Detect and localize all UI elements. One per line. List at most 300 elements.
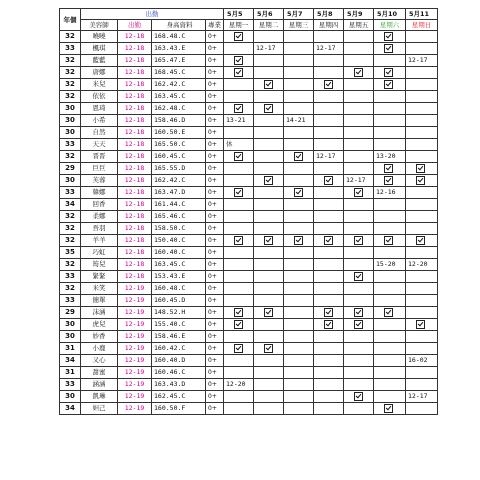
checkbox-checked-icon [354, 68, 363, 77]
day-date-header: 5月5 [224, 9, 254, 20]
name-header: 美容師 [81, 20, 118, 31]
schedule-cell [254, 271, 284, 283]
schedule-cell [314, 283, 344, 295]
schedule-cell [406, 295, 438, 307]
schedule-cell [344, 31, 374, 43]
date-cell: 12-18 [118, 55, 152, 67]
schedule-cell [224, 355, 254, 367]
name-cell: 沫涵 [81, 307, 118, 319]
schedule-cell [314, 127, 344, 139]
schedule-check-cell [314, 175, 344, 187]
name-cell: 芙蓉 [81, 175, 118, 187]
schedule-cell [224, 403, 254, 415]
data-cell: 163.43.E [152, 43, 206, 55]
schedule-cell [374, 103, 406, 115]
checkbox-checked-icon [234, 188, 243, 197]
data-cell: 163.45.C [152, 259, 206, 271]
checkbox-checked-icon [354, 308, 363, 317]
schedule-cell [254, 247, 284, 259]
schedule-cell: 12-17 [314, 43, 344, 55]
schedule-check-cell [254, 307, 284, 319]
age-cell: 33 [60, 271, 81, 283]
name-cell: 涵涵 [81, 379, 118, 391]
schedule-cell [374, 211, 406, 223]
schedule-cell [224, 283, 254, 295]
job-cell: 0+ [206, 283, 224, 295]
job-cell: 0+ [206, 55, 224, 67]
weekday-header: 星期四 [314, 20, 344, 31]
name-cell: 巧虹 [81, 247, 118, 259]
age-cell: 32 [60, 91, 81, 103]
data-cell: 158.46.E [152, 331, 206, 343]
date-cell: 12-18 [118, 163, 152, 175]
schedule-cell [284, 259, 314, 271]
schedule-check-cell [224, 55, 254, 67]
checkbox-checked-icon [234, 104, 243, 113]
schedule-cell [406, 199, 438, 211]
table-row [60, 103, 438, 115]
job-cell: 0+ [206, 151, 224, 163]
schedule-cell [224, 43, 254, 55]
date-cell: 12-19 [118, 319, 152, 331]
date-cell: 12-19 [118, 283, 152, 295]
weekday-header: 星期五 [344, 20, 374, 31]
schedule-cell [224, 211, 254, 223]
schedule-cell [284, 127, 314, 139]
schedule-cell [314, 355, 344, 367]
age-cell: 30 [60, 319, 81, 331]
schedule-cell [224, 259, 254, 271]
schedule-check-cell [374, 79, 406, 91]
schedule-cell [284, 307, 314, 319]
schedule-cell [374, 367, 406, 379]
age-cell: 30 [60, 127, 81, 139]
schedule-cell [344, 247, 374, 259]
checkbox-checked-icon [264, 236, 273, 245]
schedule-cell [284, 391, 314, 403]
schedule-cell [254, 91, 284, 103]
schedule-cell [284, 223, 314, 235]
schedule-cell [406, 91, 438, 103]
schedule-cell [374, 247, 406, 259]
age-cell: 32 [60, 259, 81, 271]
job-cell: 0+ [206, 235, 224, 247]
name-cell: 米笑 [81, 283, 118, 295]
table-row [60, 55, 438, 67]
schedule-check-cell [344, 67, 374, 79]
schedule-cell [344, 139, 374, 151]
name-cell: 甜蜜 [81, 367, 118, 379]
schedule-cell [406, 247, 438, 259]
schedule-check-cell [344, 187, 374, 199]
data-cell: 148.52.H [152, 307, 206, 319]
date-cell: 12-18 [118, 91, 152, 103]
table-row [60, 127, 438, 139]
table-row [60, 355, 438, 367]
schedule-cell [406, 67, 438, 79]
data-cell: 158.46.D [152, 115, 206, 127]
name-cell: 吾羽 [81, 223, 118, 235]
date-cell: 12-18 [118, 115, 152, 127]
data-cell: 165.46.C [152, 211, 206, 223]
schedule-cell [344, 283, 374, 295]
data-cell: 162.42.C [152, 79, 206, 91]
schedule-cell [284, 295, 314, 307]
day-date-header: 5月6 [254, 9, 284, 20]
schedule-cell [344, 103, 374, 115]
schedule-cell [254, 295, 284, 307]
checkbox-checked-icon [234, 308, 243, 317]
table-row [60, 343, 438, 355]
schedule-cell [224, 391, 254, 403]
schedule-cell [254, 367, 284, 379]
checkbox-checked-icon [324, 308, 333, 317]
schedule-cell [224, 367, 254, 379]
checkbox-checked-icon [384, 68, 393, 77]
schedule-cell [284, 55, 314, 67]
schedule-cell [314, 343, 344, 355]
job-cell: 0+ [206, 295, 224, 307]
schedule-sheet [59, 8, 437, 478]
job-cell: 0+ [206, 31, 224, 43]
job-cell: 0+ [206, 199, 224, 211]
job-cell: 0+ [206, 355, 224, 367]
schedule-body [60, 9, 438, 415]
schedule-cell [344, 79, 374, 91]
date-cell: 12-18 [118, 151, 152, 163]
schedule-cell [284, 43, 314, 55]
schedule-cell [374, 283, 406, 295]
schedule-cell: 12-17 [344, 175, 374, 187]
job-cell: 0+ [206, 367, 224, 379]
schedule-cell: 14-21 [284, 115, 314, 127]
name-cell: 又心 [81, 355, 118, 367]
schedule-cell [406, 211, 438, 223]
name-cell: 晋晋 [81, 151, 118, 163]
schedule-cell [284, 199, 314, 211]
schedule-cell [344, 259, 374, 271]
checkbox-checked-icon [234, 344, 243, 353]
table-row [60, 211, 438, 223]
schedule-cell [224, 199, 254, 211]
schedule-check-cell [374, 235, 406, 247]
table-row [60, 307, 438, 319]
day-date-header: 5月11 [406, 9, 438, 20]
date-cell: 12-19 [118, 367, 152, 379]
name-cell: 韓娜 [81, 187, 118, 199]
schedule-cell [374, 355, 406, 367]
job-cell: 0+ [206, 379, 224, 391]
schedule-cell [284, 103, 314, 115]
checkbox-checked-icon [384, 236, 393, 245]
job-cell: 0+ [206, 319, 224, 331]
schedule-check-cell [224, 67, 254, 79]
schedule-cell [284, 139, 314, 151]
schedule-cell [406, 271, 438, 283]
checkbox-checked-icon [416, 320, 425, 329]
table-row [60, 283, 438, 295]
table-row [60, 199, 438, 211]
schedule-check-cell [224, 151, 254, 163]
job-cell: 0+ [206, 223, 224, 235]
table-row [60, 43, 438, 55]
schedule-check-cell [224, 319, 254, 331]
schedule-check-cell [224, 103, 254, 115]
schedule-cell [254, 187, 284, 199]
schedule-cell [284, 343, 314, 355]
schedule-cell [406, 343, 438, 355]
schedule-cell [224, 271, 254, 283]
data-cell: 160.50.E [152, 127, 206, 139]
age-cell: 32 [60, 31, 81, 43]
schedule-check-cell [374, 67, 406, 79]
date-cell: 12-19 [118, 295, 152, 307]
table-row [60, 295, 438, 307]
schedule-check-cell [374, 403, 406, 415]
schedule-cell [406, 31, 438, 43]
age-cell: 29 [60, 307, 81, 319]
name-cell: 小希 [81, 115, 118, 127]
name-cell: 筠兒 [81, 259, 118, 271]
schedule-cell [284, 379, 314, 391]
schedule-cell [254, 319, 284, 331]
header-row-1 [60, 9, 438, 20]
date-cell: 12-19 [118, 355, 152, 367]
date-cell: 12-18 [118, 67, 152, 79]
weekday-header: 星期三 [284, 20, 314, 31]
schedule-cell [314, 163, 344, 175]
age-cell: 34 [60, 355, 81, 367]
schedule-cell [374, 271, 406, 283]
table-row [60, 79, 438, 91]
schedule-cell [254, 67, 284, 79]
schedule-cell [374, 379, 406, 391]
checkbox-checked-icon [384, 80, 393, 89]
name-cell: 柔娜 [81, 211, 118, 223]
age-cell: 30 [60, 103, 81, 115]
job-cell: 0+ [206, 43, 224, 55]
schedule-table [59, 8, 438, 415]
data-cell: 153.43.E [152, 271, 206, 283]
data-cell: 150.40.C [152, 235, 206, 247]
schedule-cell [224, 163, 254, 175]
date-cell: 12-18 [118, 247, 152, 259]
schedule-cell: 15-20 [374, 259, 406, 271]
data-cell: 163.47.D [152, 187, 206, 199]
date-cell: 12-18 [118, 139, 152, 151]
age-cell: 32 [60, 67, 81, 79]
schedule-cell [406, 115, 438, 127]
schedule-cell [314, 67, 344, 79]
date-cell: 12-18 [118, 79, 152, 91]
schedule-check-cell [374, 307, 406, 319]
date-sub-header: 出勤 [118, 20, 152, 31]
schedule-cell [224, 91, 254, 103]
schedule-cell: 12-16 [374, 187, 406, 199]
schedule-cell [344, 211, 374, 223]
schedule-check-cell [224, 235, 254, 247]
checkbox-checked-icon [234, 236, 243, 245]
name-cell: 羊羊 [81, 235, 118, 247]
schedule-cell [374, 343, 406, 355]
schedule-cell [284, 163, 314, 175]
job-cell: 0+ [206, 91, 224, 103]
date-cell: 12-18 [118, 31, 152, 43]
header-row-2 [60, 20, 438, 31]
checkbox-checked-icon [384, 404, 393, 413]
schedule-cell [406, 331, 438, 343]
name-cell: 簡單 [81, 295, 118, 307]
data-cell: 160.50.F [152, 403, 206, 415]
table-row [60, 151, 438, 163]
schedule-cell [314, 31, 344, 43]
schedule-check-cell [254, 103, 284, 115]
job-cell: 0+ [206, 103, 224, 115]
checkbox-checked-icon [384, 44, 393, 53]
table-row [60, 223, 438, 235]
age-cell: 33 [60, 43, 81, 55]
schedule-cell [374, 295, 406, 307]
schedule-cell [284, 211, 314, 223]
age-cell: 32 [60, 283, 81, 295]
checkbox-checked-icon [234, 32, 243, 41]
date-cell: 12-18 [118, 271, 152, 283]
name-cell: 米兒 [81, 79, 118, 91]
schedule-check-cell [314, 79, 344, 91]
schedule-cell [344, 43, 374, 55]
schedule-cell [314, 247, 344, 259]
schedule-cell [254, 355, 284, 367]
schedule-check-cell [344, 307, 374, 319]
data-cell: 168.45.C [152, 67, 206, 79]
name-cell: 曉曉 [81, 31, 118, 43]
schedule-check-cell [284, 235, 314, 247]
table-row [60, 331, 438, 343]
schedule-check-cell [254, 235, 284, 247]
name-cell: 楓琪 [81, 43, 118, 55]
schedule-cell [284, 283, 314, 295]
checkbox-checked-icon [384, 32, 393, 41]
weekday-header: 星期一 [224, 20, 254, 31]
job-cell: 0+ [206, 187, 224, 199]
schedule-check-cell [224, 307, 254, 319]
checkbox-checked-icon [264, 308, 273, 317]
name-cell: 妲己 [81, 403, 118, 415]
age-cell: 34 [60, 199, 81, 211]
schedule-cell [314, 403, 344, 415]
schedule-cell [284, 175, 314, 187]
schedule-check-cell [224, 343, 254, 355]
data-cell: 160.40.D [152, 355, 206, 367]
checkbox-checked-icon [264, 104, 273, 113]
schedule-cell [374, 223, 406, 235]
checkbox-checked-icon [264, 344, 273, 353]
schedule-check-cell [344, 271, 374, 283]
job-cell: 0+ [206, 67, 224, 79]
schedule-cell [406, 139, 438, 151]
date-cell: 12-19 [118, 379, 152, 391]
job-cell: 0+ [206, 343, 224, 355]
age-cell: 30 [60, 175, 81, 187]
checkbox-checked-icon [384, 164, 393, 173]
name-cell: 自然 [81, 127, 118, 139]
schedule-cell [374, 127, 406, 139]
job-cell: 0+ [206, 307, 224, 319]
schedule-cell [224, 223, 254, 235]
schedule-cell [254, 163, 284, 175]
schedule-cell [314, 211, 344, 223]
name-cell: 緊緊 [81, 271, 118, 283]
schedule-cell [406, 379, 438, 391]
schedule-cell [314, 271, 344, 283]
schedule-cell [406, 223, 438, 235]
schedule-cell [344, 127, 374, 139]
date-cell: 12-18 [118, 259, 152, 271]
age-cell: 30 [60, 391, 81, 403]
schedule-cell [406, 151, 438, 163]
checkbox-checked-icon [294, 188, 303, 197]
data-cell: 162.42.C [152, 175, 206, 187]
data-cell: 160.45.C [152, 151, 206, 163]
checkbox-checked-icon [354, 236, 363, 245]
schedule-cell [254, 259, 284, 271]
schedule-check-cell [224, 187, 254, 199]
data-header: 身高資料 [152, 20, 206, 31]
checkbox-checked-icon [416, 176, 425, 185]
schedule-cell [406, 307, 438, 319]
schedule-cell [314, 331, 344, 343]
job-cell: 0+ [206, 163, 224, 175]
age-cell: 34 [60, 403, 81, 415]
name-cell: 回香 [81, 199, 118, 211]
schedule-cell [374, 55, 406, 67]
table-row [60, 367, 438, 379]
table-row [60, 235, 438, 247]
table-row [60, 271, 438, 283]
schedule-check-cell [254, 343, 284, 355]
checkbox-checked-icon [234, 68, 243, 77]
schedule-cell [224, 127, 254, 139]
schedule-cell [374, 91, 406, 103]
table-row [60, 139, 438, 151]
job-cell: 0+ [206, 331, 224, 343]
checkbox-checked-icon [294, 236, 303, 245]
checkbox-checked-icon [416, 236, 425, 245]
checkbox-checked-icon [354, 320, 363, 329]
age-cell: 29 [60, 163, 81, 175]
schedule-check-cell [284, 187, 314, 199]
schedule-cell [284, 67, 314, 79]
schedule-cell: 12-17 [254, 43, 284, 55]
data-cell: 165.55.D [152, 163, 206, 175]
table-row [60, 67, 438, 79]
date-cell: 12-18 [118, 235, 152, 247]
job-cell: 0+ [206, 211, 224, 223]
schedule-cell [254, 31, 284, 43]
schedule-check-cell [314, 307, 344, 319]
schedule-cell [344, 295, 374, 307]
schedule-cell [406, 403, 438, 415]
schedule-check-cell [344, 235, 374, 247]
checkbox-checked-icon [384, 176, 393, 185]
schedule-cell [374, 391, 406, 403]
job-cell: 0+ [206, 175, 224, 187]
schedule-cell [314, 391, 344, 403]
job-cell: 0+ [206, 139, 224, 151]
age-header: 年個 [60, 9, 81, 31]
schedule-cell [374, 331, 406, 343]
schedule-cell [254, 331, 284, 343]
